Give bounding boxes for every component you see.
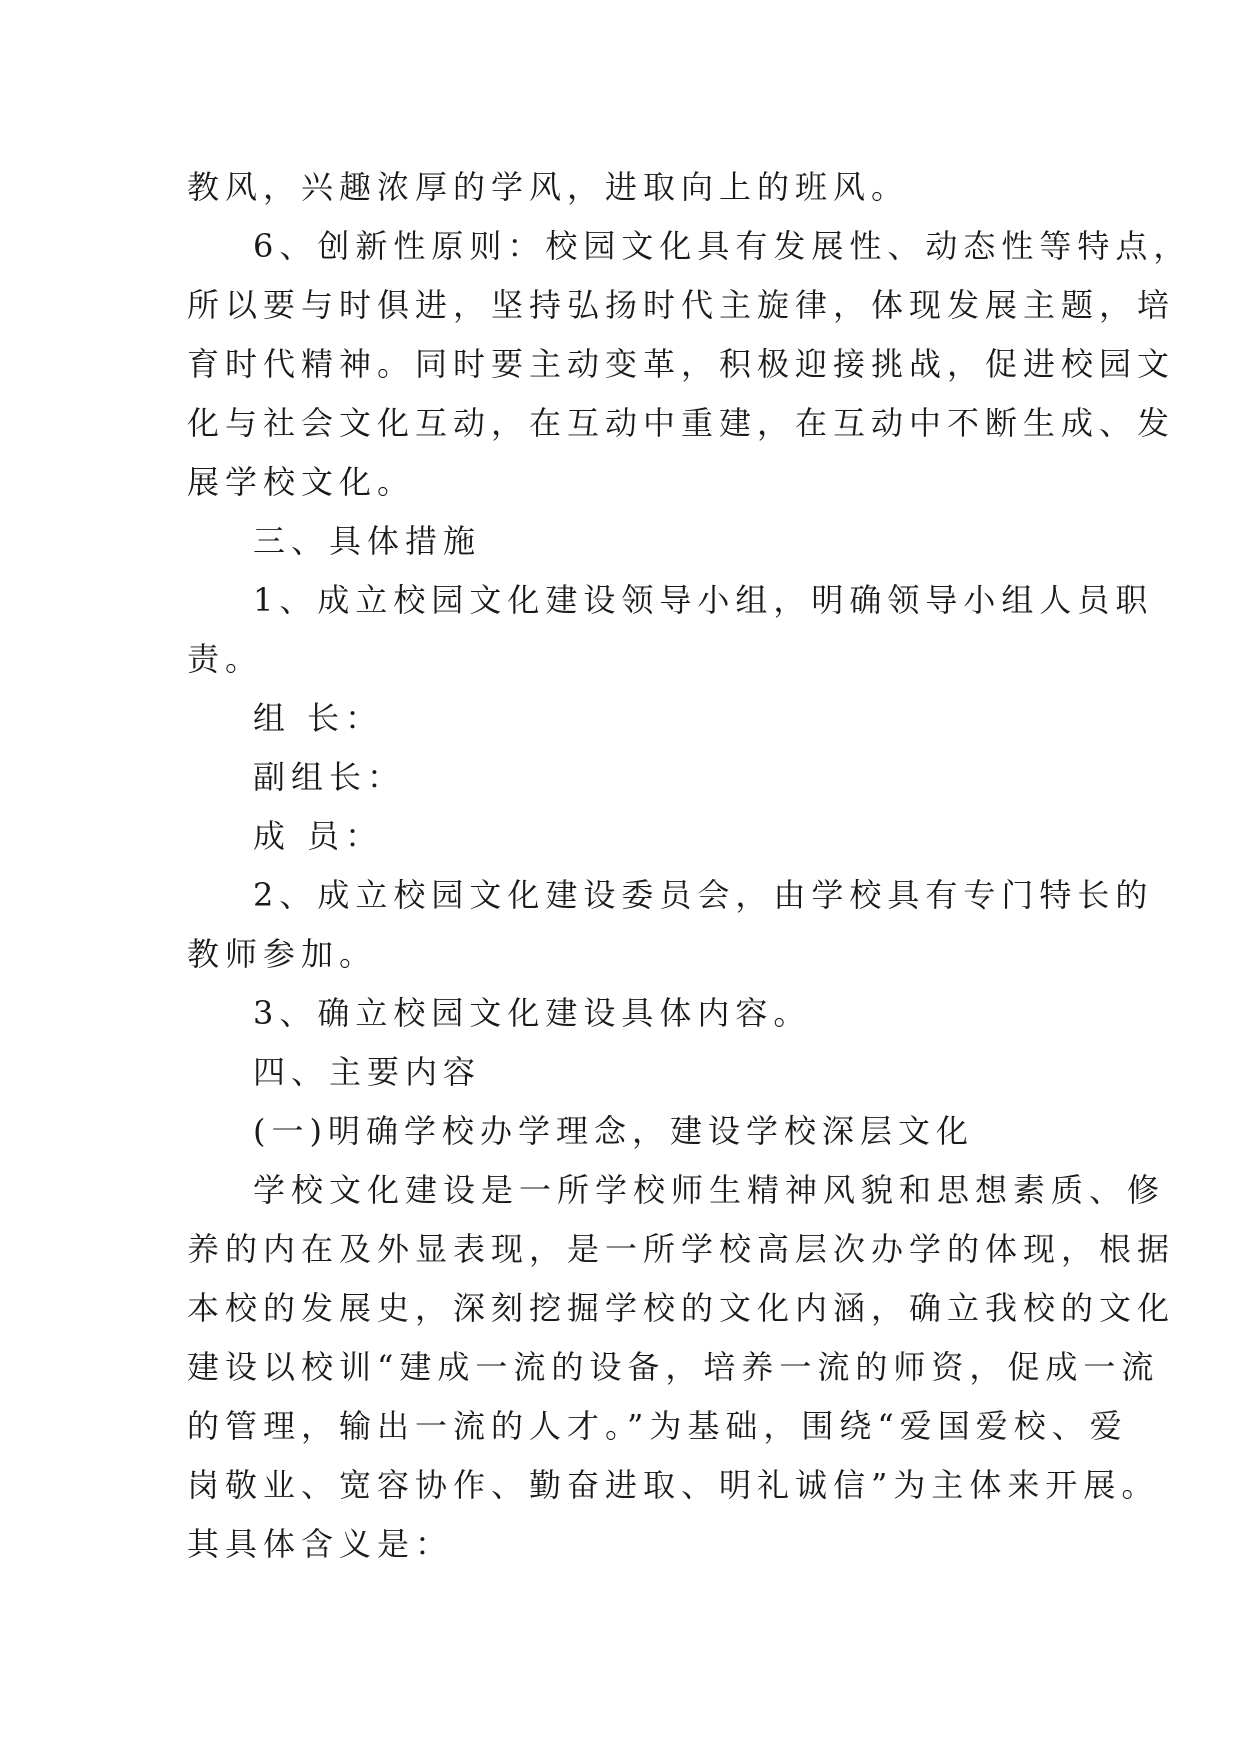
- text-line: 展学校文化。: [187, 463, 416, 501]
- text-line: 3、确立校园文化建设具体内容。: [253, 994, 812, 1032]
- text-line: 建设以校训“建成一流的设备，培养一流的师资，促成一流: [187, 1348, 1160, 1386]
- text-line: 本校的发展史，深刻挖掘学校的文化内涵，确立我校的文化: [187, 1289, 1176, 1327]
- text-line: 教风，兴趣浓厚的学风，进取向上的班风。: [187, 168, 910, 206]
- text-line: 所以要与时俱进，坚持弘扬时代主旋律，体现发展主题，培: [187, 286, 1176, 324]
- text-line: 学校文化建设是一所学校师生精神风貌和思想素质、修: [253, 1171, 1166, 1209]
- document-body: [187, 158, 1192, 1574]
- text-line: 组 长：: [253, 699, 384, 737]
- text-line: 化与社会文化互动，在互动中重建，在互动中不断生成、发: [187, 404, 1176, 442]
- text-line: 副组长：: [253, 758, 406, 796]
- text-line: 责。: [187, 640, 264, 678]
- text-line: (一)明确学校办学理念，建设学校深层文化: [253, 1112, 974, 1150]
- text-line: 2、成立校园文化建设委员会，由学校具有专门特长的: [253, 876, 1154, 914]
- text-line: 教师参加。: [187, 935, 378, 973]
- text-line: 成 员：: [253, 817, 384, 855]
- text-line: 四、主要内容: [253, 1053, 482, 1091]
- text-line: 其具体含义是：: [187, 1525, 454, 1563]
- text-line: 的管理，输出一流的人才。”为基础，围绕“爱国爱校、爱: [187, 1407, 1128, 1445]
- text-line: 6、创新性原则：校园文化具有发展性、动态性等特点，: [253, 227, 1192, 265]
- text-line: 养的内在及外显表现，是一所学校高层次办学的体现，根据: [187, 1230, 1176, 1268]
- text-line: 育时代精神。同时要主动变革，积极迎接挑战，促进校园文: [187, 345, 1176, 383]
- text-line: 岗敬业、宽容协作、勤奋进取、明礼诚信”为主体来开展。: [187, 1466, 1160, 1504]
- text-line: 1、成立校园文化建设领导小组，明确领导小组人员职: [253, 581, 1154, 619]
- text-line: 三、具体措施: [253, 522, 482, 560]
